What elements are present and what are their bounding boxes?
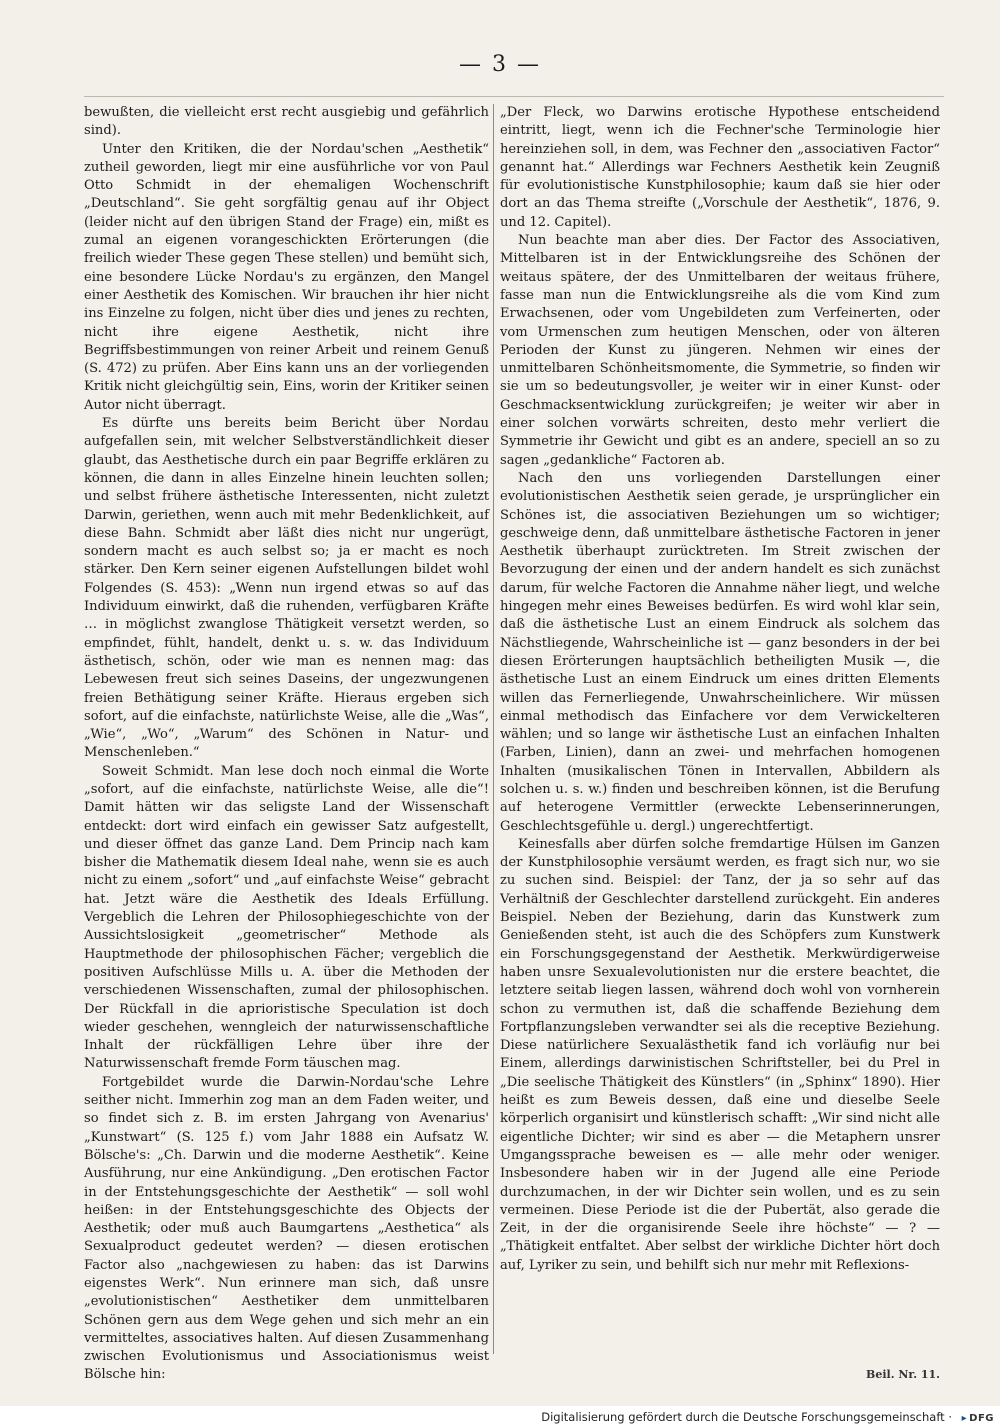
footer-bar	[0, 1406, 1000, 1428]
paragraph: Nach den uns vorliegenden Darstellungen einer evolutionistischen Aesthetik seien gerade, je ursprünglicher ein Schönes ist, die associativen Beziehungen um so wichtiger; geschweige denn, daß unmittelbare ästhetische Factoren in jener Aesthetik überhaupt zurücktreten. Im Streit zwischen der Bevorzugung der einen und der andern handelt es sich zunächst darum, für welche Factoren die Annahme näher liegt, und welche hingegen mehr eines Beweises bedürfen. Es wird wohl klar sein, daß die ästhetische Lust an einem Eindruck als solchem das Nächstliegende, Wahrscheinliche ist — ganz besonders in der bei diesen Erörterungen hauptsächlich betheiligten Musik —, die ästhetische Lust an einem Eindruck um eines dritten Elements willen das Fernerliegende, Unwahrscheinlichere. Wir müssen einmal methodisch das Einfachere vor dem Verwickelteren wählen; und so lange wir ästhetische Lust an einfachen Inhalten (Farben, Linien), dann an zwei- und mehrfachen homogenen Inhalten (musikalischen Tönen in Intervallen, Abbildern als solchen u. s. w.) finden und beschreiben können, ist die Berufung auf heterogene Vermittler (erweckte Lebenserinnerungen, Geschlechtsgefühle u. dergl.) ungerechtfertigt.	[500, 470, 940, 834]
paragraph: Keinesfalls aber dürfen solche fremdartige Hülsen im Ganzen der Kunstphilosophie versäumt werden, es fragt sich nur, wo sie zu suchen sind. Beispiel: der Tanz, der ja so sehr auf das Verhältniß der Geschlechter darstellend zurückgeht. Ein anderes Beispiel. Neben der Beziehung, darin das Kunstwerk zum Genießenden steht, ist auch die des Schöpfers zum Kunstwerk ein Forschungsgegenstand der Aesthetik. Merkwürdigerweise haben unsre Sexualevolutionisten nur die erstere beachtet, die letztere seitab liegen lassen, während doch wohl von vornherein schon zu vermuthen ist, daß die schaffende Beziehung dem Fortpflanzungsleben verwandter sei als die receptive Beziehung. Diese natürlichere Sexualästhetik fand ich vorläufig nur bei Einem, allerdings darwinistischen Schriftsteller, bei du Prel in „Die seelische Thätigkeit des Künstlers“ (in „Sphinx“ 1890). Hier heißt es zum Beweis dessen, daß eine und dieselbe Seele körperlich organisirt und künstlerisch schafft: „Wir sind nicht alle eigentliche Dichter; wir sind es aber — die Metaphern unsrer Umgangssprache beweisen es — alle mehr oder weniger. Insbesondere haben wir in der Jugend alle eine Periode durchzumachen, in der wir Dichter sein wollen, und es zu sein vermeinen. Diese Periode ist die der Pubertät, also gerade die Zeit, in der die organisirende Seele ihre höchste“ — ? — „Thätigkeit entfaltet. Aber selbst der wirkliche Dichter hört doch auf, Lyriker zu sein, und behilft sich nur mehr mit Reflexions-	[500, 836, 940, 1273]
column-divider	[493, 104, 494, 1354]
right-column	[500, 104, 940, 1354]
supplement-signature: Beil. Nr. 11.	[866, 1368, 940, 1381]
left-column	[84, 104, 489, 1383]
paragraph: „Der Fleck, wo Darwins erotische Hypothese entscheidend eintritt, liegt, wenn ich die Fechner'sche Terminologie hier hereinziehen soll, in dem, was Fechner den „associativen Factor“ genannt hat.“ Allerdings war Fechners Aesthetik kein Zeugniß für evolutionistische Kunstphilosophie; kaum daß sie hier oder dort an das Thema streifte („Vorschule der Aesthetik“, 1876, 9. und 12. Capitel).	[500, 105, 940, 230]
paragraph: Unter den Kritiken, die der Nordau'schen „Aesthetik“ zutheil geworden, liegt mir eine ausführliche vor von Paul Otto Schmidt in der ehemaligen Wochenschrift „Deutschland“. Sie geht sorgfältig genau auf ihr Object (leider nicht auf den übrigen Stand der Frage) ein, mißt es zumal an eigenen vorangeschickten Erörterungen (die freilich wieder These gegen These stellen) und bemüht sich, eine besondere Lücke Nordau's zu ergänzen, den Mangel einer Aesthetik des Komischen. Wir brauchen ihr hier nicht ins Einzelne zu folgen, nicht über dies und jenes zu rechten, nicht ihre eigene Aesthetik, nicht ihre Begriffsbestimmungen von reiner Arbeit und reinem Genuß (S. 472) zu prüfen. Aber Eins kann uns an der vorliegenden Kritik nicht gleichgültig sein, Eins, worin der Kritiker seinen Autor nicht überragt.	[84, 141, 489, 413]
paragraph: Fortgebildet wurde die Darwin-Nordau'sche Lehre seither nicht. Immerhin zog man an dem Faden weiter, und so findet sich z. B. im ersten Jahrgang von Avenarius' „Kunstwart“ (S. 125 f.) vom Jahr 1888 ein Aufsatz W. Bölsche's: „Ch. Darwin und die moderne Aesthetik“. Keine Ausführung, nur eine Ankündigung. „Den erotischen Factor in der Entstehungsgeschichte der Aesthetik“ — soll wohl heißen: in der Entstehungsgeschichte des Objects der Aesthetik; oder muß auch Baumgartens „Aesthetica“ als Sexualproduct gedeutet werden? — diesen erotischen Factor also „nachgewiesen zu haben: das ist Darwins eigenstes Werk“. Nun erinnere man sich, daß unsre „evolutionistischen“ Aesthetiker dem unmittelbaren Schönen gern aus dem Wege gehen und sich mehr an ein vermitteltes, associatives halten. Auf diesen Zusammenhang zwischen Evolutionismus und Associationismus weist Bölsche hin:	[84, 1074, 489, 1383]
paragraph: bewußten, die vielleicht erst recht ausgiebig und gefährlich sind).	[84, 105, 489, 139]
paragraph: Soweit Schmidt. Man lese doch noch einmal die Worte „sofort, auf die einfachste, natürlichste Weise, alle die“! Damit hätten wir das seligste Land der Wissenschaft entdeckt: dort wird einfach ein gewisser Satz aufgestellt, und dieser öffnet das ganze Land. Dem Princip nach kam bisher die Mathematik diesem Ideal nahe, wenn sie es auch nicht zu einem „sofort“ und „auf einfachste Weise“ gebracht hat. Jetzt wäre die Aesthetik des Ideals Erfüllung. Vergeblich die Lehren der Philosophiegeschichte von der Aussichtslosigkeit „geometrischer“ Methode als Hauptmethode der philosophischen Fächer; vergeblich die positiven Aufschlüsse Mills u. A. über die Methoden der verschiedenen Wissenschaften, zumal der philosophischen. Der Rückfall in die aprioristische Speculation ist doch wieder geschehen, wenngleich der naturwissenschaftliche Inhalt der rückfälligen Lehre über ihre der Naturwissenschaft fremde Form täuschen mag.	[84, 763, 489, 1072]
dfg-logo-icon: ▸ DFG	[961, 1413, 994, 1424]
header-rule	[84, 96, 944, 97]
paragraph: Nun beachte man aber dies. Der Factor des Associativen, Mittelbaren ist in der Entwicklungsreihe des Schönen der weitaus spätere, der des Unmittelbaren der weitaus frühere, fasse man nun die Entwicklungsreihe als die vom Kind zum Erwachsenen, oder vom Ungebildeten zum Verfeinerten, oder vom Urmenschen zum heutigen Menschen, oder von älteren Perioden der Kunst zu jüngeren. Nehmen wir eines der unmittelbaren Schönheitsmomente, die Symmetrie, so finden wir sie um so bedeutungsvoller, je weiter wir in einer Kunst- oder Geschmacksentwicklung zurückgreifen; je weiter wir aber in einer solchen vorwärts schreiten, desto mehr verliert die Symmetrie ihr Gewicht und gibt es an andere, speciell an so zu sagen „gedankliche“ Factoren ab.	[500, 233, 940, 468]
page-number: — 3 —	[459, 52, 541, 77]
dfg-logo-text: DFG	[969, 1413, 994, 1424]
paragraph: Es dürfte uns bereits beim Bericht über Nordau aufgefallen sein, mit welcher Selbstverständlichkeit dieser glaubt, das Aesthetische durch ein paar Begriffe erklären zu können, die dann in alles Einzelne hinein leuchten sollen; und selbst frühere ästhetische Interessenten, nicht zuletzt Darwin, geriethen, wenn auch mit mehr Bedenklichkeit, auf diese Bahn. Schmidt aber läßt dies nicht nur ungerügt, sondern macht es auch selbst so; ja er macht es noch stärker. Den Kern seiner eigenen Aufstellungen bildet wohl Folgendes (S. 453): „Wenn nun irgend etwas so auf das Individuum einwirkt, daß die ruhenden, verfügbaren Kräfte … in möglichst zwanglose Thätigkeit versetzt werden, so empfindet, fühlt, handelt, denkt u. s. w. das Individuum ästhetisch, schön, oder wie man es nennen mag: das Lebewesen freut sich seines Daseins, der ungezwungenen freien Bethätigung seiner Kräfte. Hieraus ergeben sich sofort, auf die einfachste, natürlichste Weise, alle die „Was“, „Wie“, „Wo“, „Warum“ des Schönen in Natur- und Menschenleben.“	[84, 416, 489, 761]
funding-notice: Digitalisierung gefördert durch die Deutsche Forschungsgemeinschaft ·	[541, 1410, 952, 1424]
